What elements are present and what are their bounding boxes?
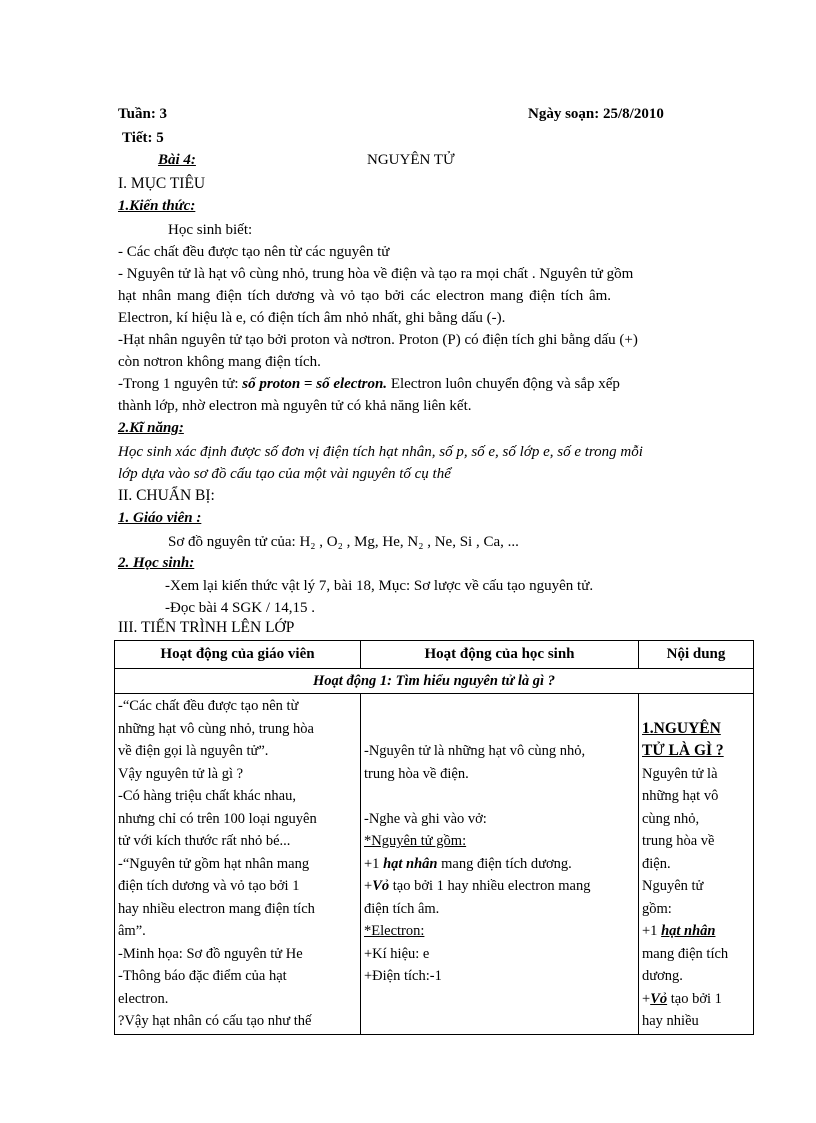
student-line: *Electron: <box>364 923 425 939</box>
student-line: +Kí hiệu: e <box>364 945 430 962</box>
content-line: Nguyên tử <box>642 878 704 894</box>
teacher-prep-line: Sơ đồ nguyên tử của: H₂ , O₂ , Mg, He, N₂ , Ne, Si , Ca, ... <box>168 534 519 550</box>
content-line: dương. <box>642 968 683 984</box>
header-content: Nội dung <box>639 641 754 669</box>
content-line: cùng nhỏ, <box>642 810 700 827</box>
teacher-line: âm”. <box>118 923 146 939</box>
header-student: Hoạt động của học sinh <box>361 641 639 669</box>
activity-1-title: Hoạt động 1: Tìm hiểu nguyên tử là gì ? <box>115 668 754 694</box>
content-line: hay nhiều <box>642 1013 699 1029</box>
knowledge-line: thành lớp, nhờ electron mà nguyên tử có khả năng liên kết. <box>118 398 472 414</box>
content-line: Nguyên tử là <box>642 765 718 782</box>
prep-date: Ngày soạn: 25/8/2010 <box>528 106 664 122</box>
skills-line: lớp dựa vào sơ đồ cấu tạo của một vài nguyên tố cụ thể <box>118 466 451 482</box>
student-line: trung hòa về điện. <box>364 765 469 782</box>
knowledge-line: - Các chất đều được tạo nên từ các nguyên tử <box>118 244 390 260</box>
content-line: trung hòa về <box>642 833 715 849</box>
table-row <box>115 694 754 1035</box>
lesson-number: Bài 4: <box>158 152 196 168</box>
section-3-title: III. TIẾN TRÌNH LÊN LỚP <box>118 619 295 636</box>
teacher-line: -“Nguyên tử gồm hạt nhân mang <box>118 855 310 872</box>
knowledge-line: Học sinh biết: <box>168 222 253 238</box>
knowledge-title: 1.Kiến thức: <box>118 198 196 214</box>
content-heading: 1.NGUYÊN <box>642 719 721 737</box>
knowledge-line: còn nơtron không mang điện tích. <box>118 354 321 370</box>
student-prep-title: 2. Học sinh: <box>118 555 195 571</box>
proton-post: Electron luôn chuyển động và sắp xếp <box>387 376 620 392</box>
student-line: +Điện tích:-1 <box>364 968 442 984</box>
teacher-line: electron. <box>118 990 169 1007</box>
skills-title: 2.Kĩ năng: <box>118 420 184 436</box>
teacher-line: những hạt vô cùng nhỏ, trung hòa <box>118 720 314 737</box>
teacher-line: -Thông báo đặc điểm của hạt <box>118 968 287 984</box>
content-line: điện. <box>642 855 671 872</box>
teacher-line: tử với kích thước rất nhỏ bé... <box>118 833 291 849</box>
knowledge-line: hạt nhân mang điện tích dương và vỏ tạo bởi các electron mang điện tích âm. <box>118 288 612 304</box>
teacher-line: nhưng chỉ có trên 100 loại nguyên <box>118 810 317 827</box>
teacher-line: Vậy nguyên tử là gì ? <box>118 765 244 782</box>
proton-pre: -Trong 1 nguyên tử: <box>118 376 243 392</box>
knowledge-line: Electron, kí hiệu là e, có điện tích âm nhỏ nhất, ghi bằng dấu (-). <box>118 310 506 326</box>
lesson-plan-table <box>114 640 754 1035</box>
teacher-line: ?Vậy hạt nhân có cấu tạo như thế <box>118 1013 312 1029</box>
lesson-title: NGUYÊN TỬ <box>367 152 455 168</box>
section-2-title: II. CHUẨN BỊ: <box>118 487 215 504</box>
content-line: mang điện tích <box>642 945 729 962</box>
student-line: *Nguyên tử gồm: <box>364 833 467 849</box>
student-prep-line: -Đọc bài 4 SGK / 14,15 . <box>165 600 315 616</box>
content-line: +Vỏ tạo bởi 1 <box>642 990 722 1007</box>
content-line: +1 hạt nhân <box>642 923 716 939</box>
skills-line: Học sinh xác định được số đơn vị điện tích hạt nhân, số p, số e, số lớp e, số e trong mỗi <box>118 444 643 460</box>
proton-equality: số proton = số electron. <box>242 376 388 392</box>
proton-electron-line <box>118 373 698 395</box>
section-1-title: I. MỤC TIÊU <box>118 175 206 192</box>
student-line: điện tích âm. <box>364 900 440 917</box>
teacher-line: điện tích dương và vỏ tạo bởi 1 <box>118 878 300 894</box>
content-heading: TỬ LÀ GÌ ? <box>642 742 724 759</box>
teacher-line: -Minh họa: Sơ đồ nguyên tử He <box>118 945 303 962</box>
period-label: Tiết: 5 <box>122 130 164 146</box>
student-line: +Vỏ tạo bởi 1 hay nhiều electron mang <box>364 878 591 894</box>
teacher-line: -Có hàng triệu chất khác nhau, <box>118 788 296 804</box>
activity-row <box>115 668 754 694</box>
content-line: những hạt vô <box>642 788 719 804</box>
content-cell <box>639 694 754 1035</box>
knowledge-line: -Hạt nhân nguyên tử tạo bởi proton và nơtron. Proton (P) có điện tích ghi bằng dấu (+) <box>118 332 638 348</box>
student-line: -Nguyên tử là những hạt vô cùng nhỏ, <box>364 743 586 759</box>
student-line: +1 hạt nhân mang điện tích dương. <box>364 855 572 872</box>
student-activity-cell <box>361 694 639 1035</box>
teacher-line: hay nhiều electron mang điện tích <box>118 900 315 917</box>
week-label: Tuần: 3 <box>118 106 168 122</box>
teacher-activity-cell <box>115 694 361 1035</box>
content-line: gồm: <box>642 900 672 917</box>
student-line: -Nghe và ghi vào vở: <box>364 810 487 827</box>
table-header-row <box>115 641 754 669</box>
knowledge-line: - Nguyên tử là hạt vô cùng nhỏ, trung hòa về điện và tạo ra mọi chất . Nguyên tử gồm <box>118 266 634 282</box>
teacher-line: -“Các chất đều được tạo nên từ <box>118 698 299 714</box>
student-prep-line: -Xem lại kiến thức vật lý 7, bài 18, Mục: Sơ lược về cấu tạo nguyên tử. <box>165 578 594 594</box>
teacher-line: về điện gọi là nguyên tử”. <box>118 743 269 759</box>
teacher-prep-title: 1. Giáo viên : <box>118 510 202 526</box>
header-teacher: Hoạt động của giáo viên <box>115 641 361 669</box>
